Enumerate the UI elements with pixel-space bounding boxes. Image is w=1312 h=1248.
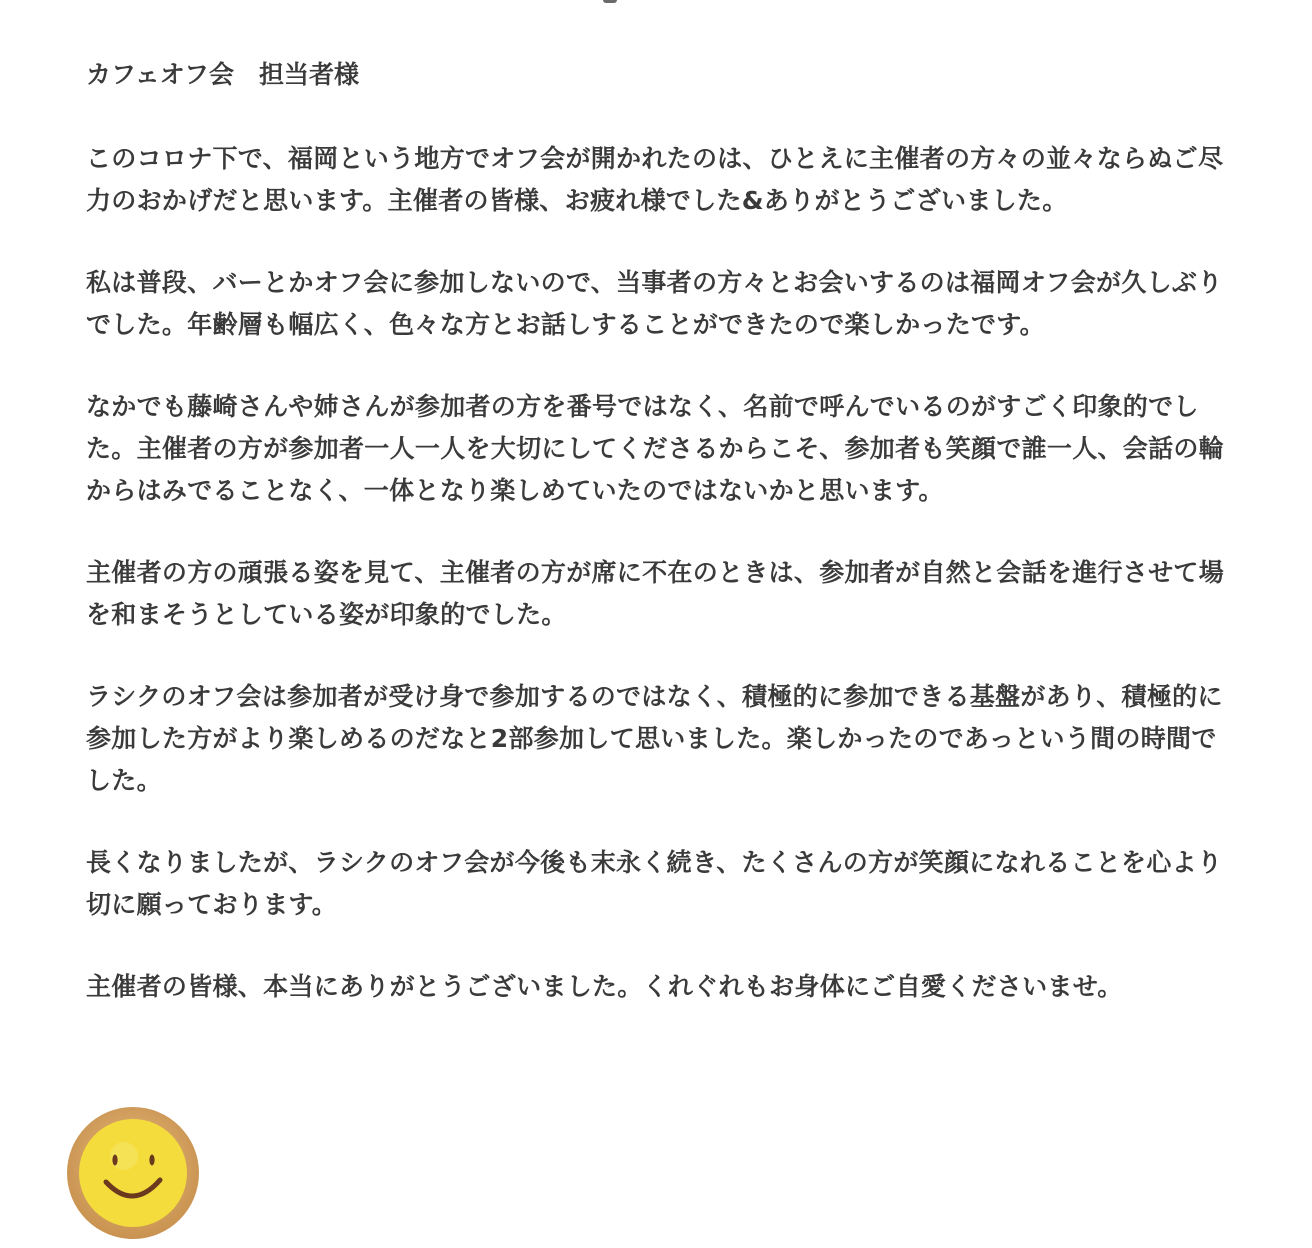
paragraph-thanks-organizers: このコロナ下で、福岡という地方でオフ会が開かれたのは、ひとえに主催者の方々の並々ならぬご尽力のおかげだと思います。主催者の皆様、お疲れ様でした&ありがとうございました。 [86,144,1224,215]
smiley-face-icon [66,1106,200,1240]
paragraph-first-offkai: 私は普段、バーとかオフ会に参加しないので、当事者の方々とお会いするのは福岡オフ会が久しぶりでした。年齢層も幅広く、色々な方とお話しすることができたので楽しかったです。 [86,268,1223,339]
paragraph-wishes: 長くなりましたが、ラシクのオフ会が今後も末永く続き、たくさんの方が笑顔になれることを心より切に願っております。 [86,848,1223,919]
paragraph-calling-by-name: なかでも藤崎さんや姉さんが参加者の方を番号ではなく、名前で呼んでいるのがすごく印象的でした。主催者の方が参加者一人一人を大切にしてくださるからこそ、参加者も笑顔で誰一人、会話の輪からはみでることなく、一体となり楽しめていたのではないかと思います。 [86,392,1225,505]
paragraph-closing: 主催者の皆様、本当にありがとうございました。くれぐれもお身体にご自愛くださいませ。 [86,972,1123,1001]
letter-body [86,54,1236,1048]
paragraph-active-participation: ラシクのオフ会は参加者が受け身で参加するのではなく、積極的に参加できる基盤があり、積極的に参加した方がより楽しめるのだなと2部参加して思いました。楽しかったのであっという間の時間でした。 [86,682,1223,795]
paragraph-participants-conversation: 主催者の方の頑張る姿を見て、主催者の方が席に不在のときは、参加者が自然と会話を進行させて場を和まそうとしている姿が印象的でした。 [86,558,1225,629]
top-edge-mark [603,0,617,3]
letter-greeting: カフェオフ会 担当者様 [86,60,360,89]
